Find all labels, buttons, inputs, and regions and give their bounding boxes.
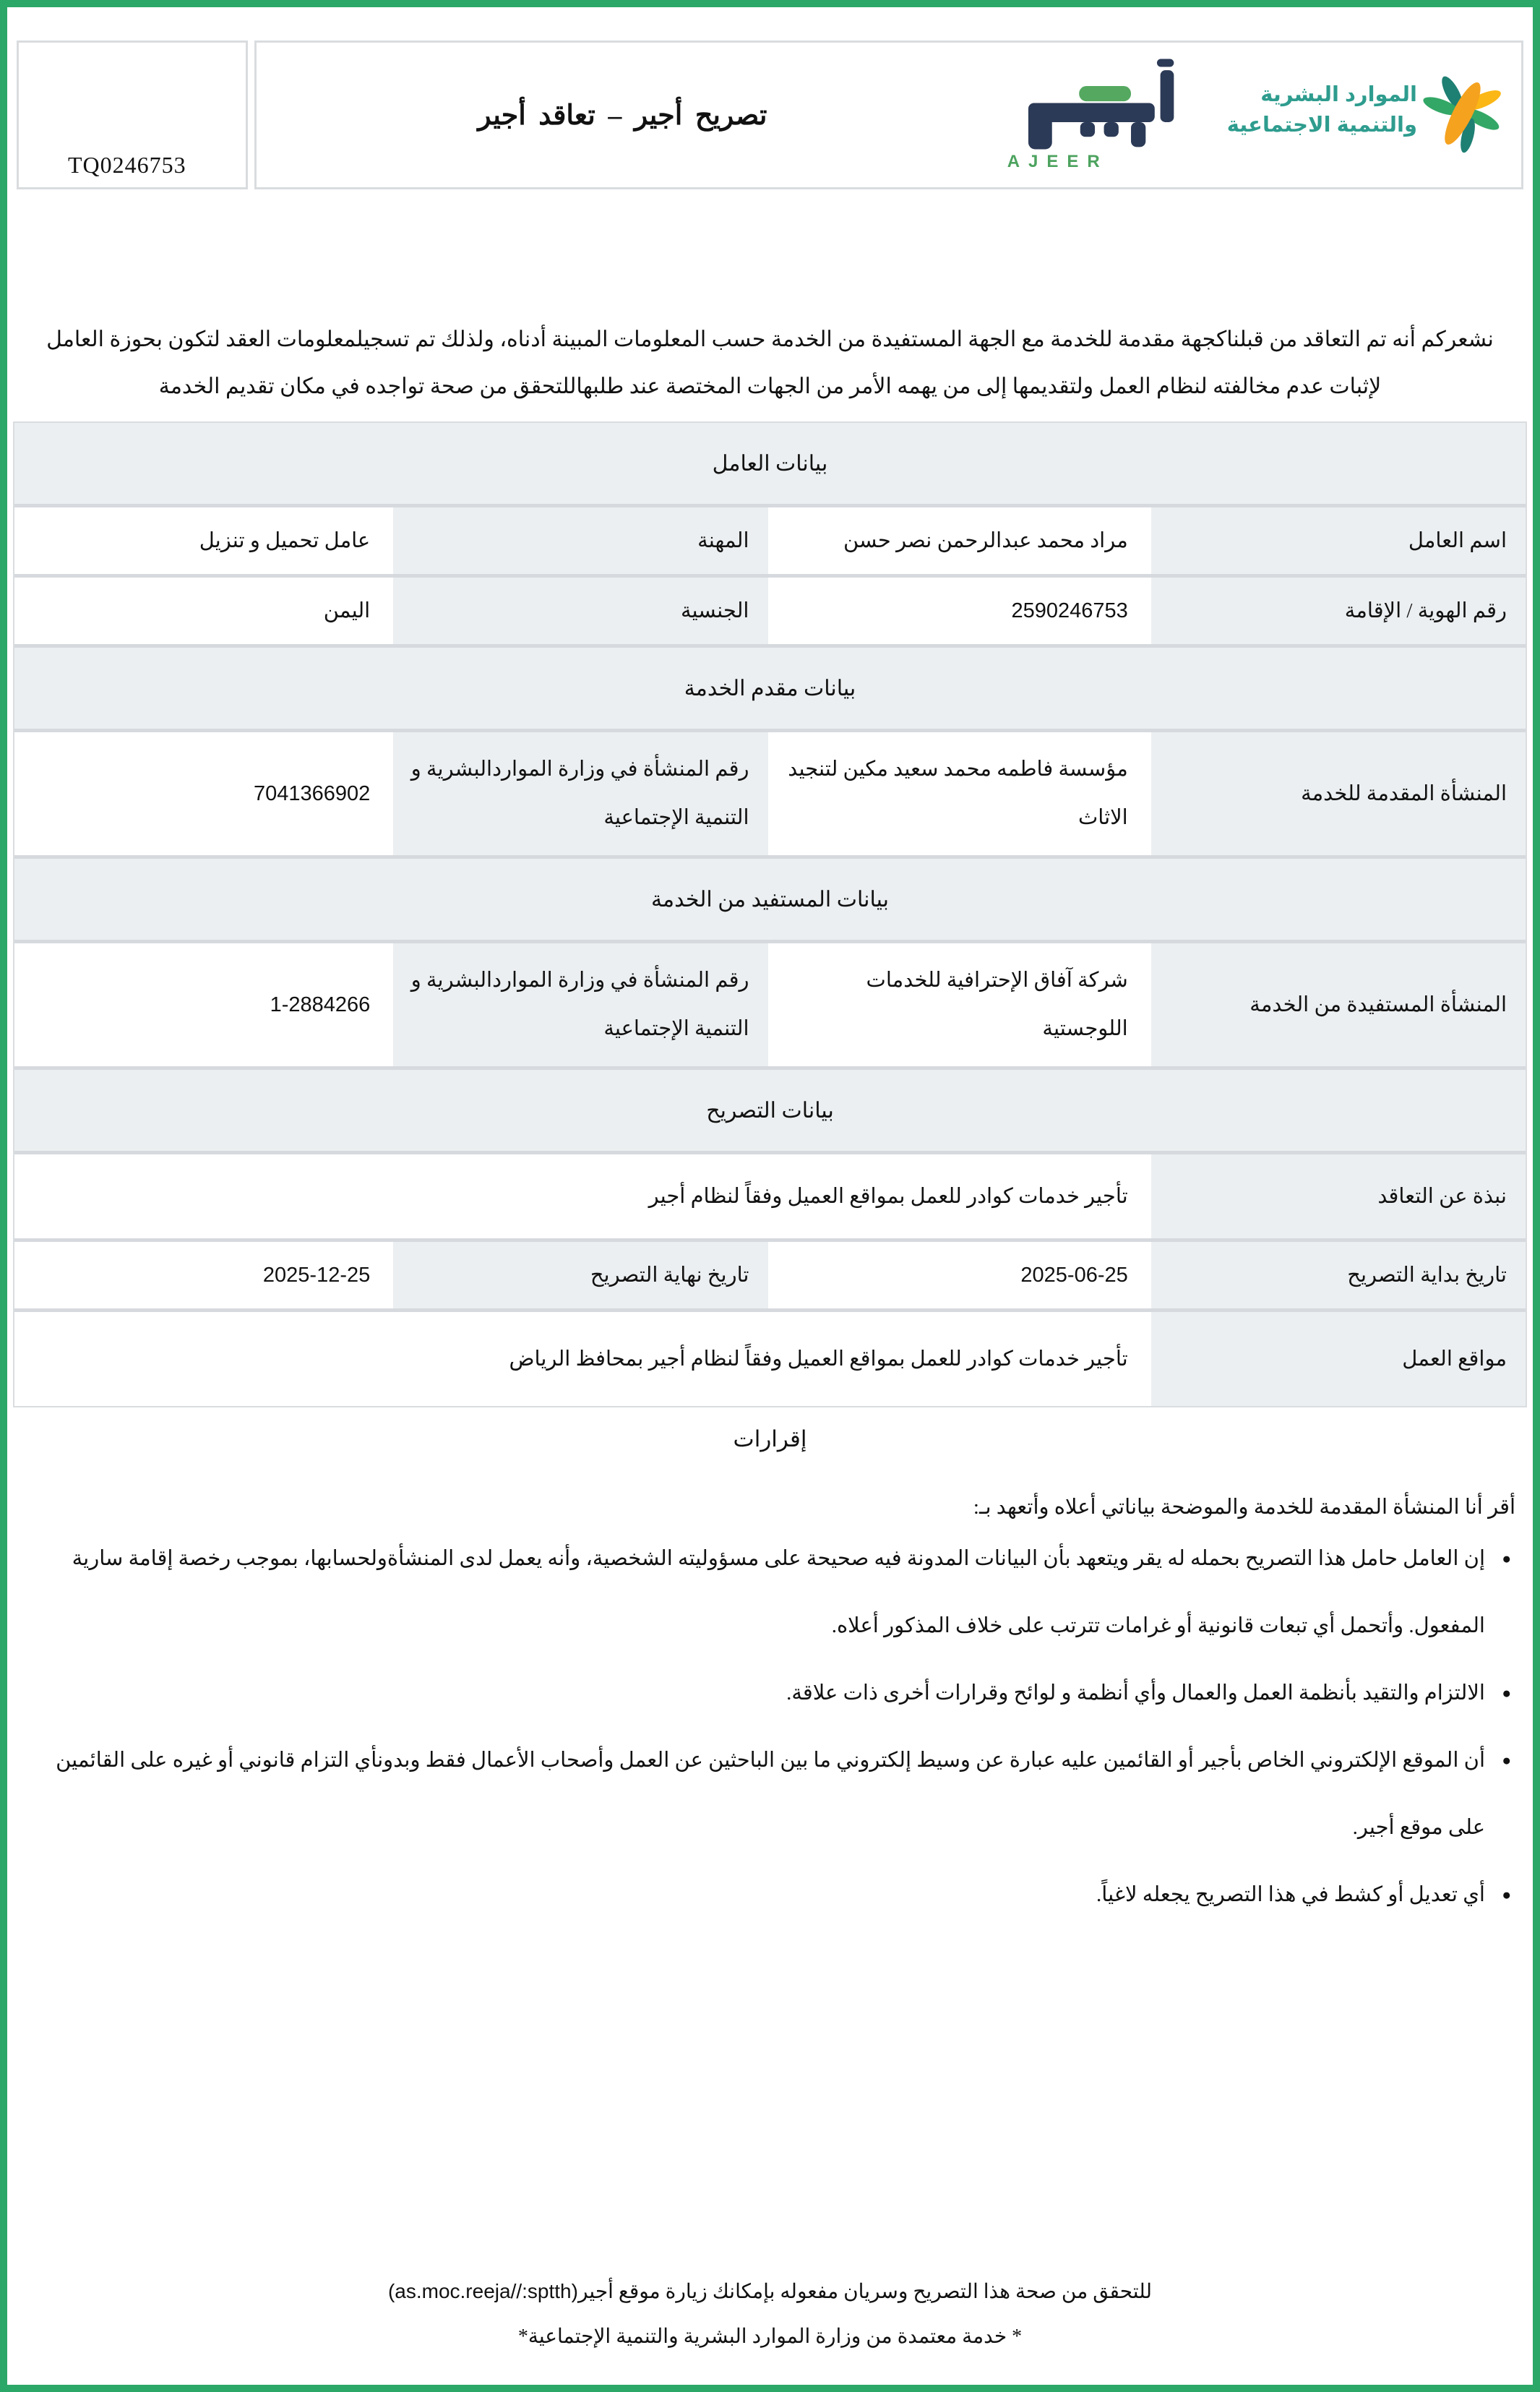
- ajeer-logo-latin: AJEER: [1007, 152, 1109, 171]
- declaration-item: [7, 1660, 1533, 1727]
- section-header-permit: [14, 1066, 1526, 1151]
- declaration-item: [7, 1861, 1533, 1929]
- work-locations-value: تأجير خدمات كوادر للعمل بمواقع العميل وفقاً لنظام أجير بمحافظ الرياض: [509, 1347, 1128, 1371]
- declaration-item: [7, 1727, 1533, 1861]
- declaration-item-text: الالتزام والتقيد بأنظمة العمل والعمال وأي أنظمة و لوائح وقرارات أخرى ذات علاقة.: [786, 1681, 1485, 1705]
- contract-summary-label: نبذة عن التعاقد: [1377, 1184, 1507, 1208]
- work-locations-label: مواقع العمل: [1402, 1347, 1507, 1371]
- section-header-provider: [14, 644, 1526, 729]
- provider-name-value: مؤسسة فاطمه محمد سعيد مكين لتنجيد الاثاث: [788, 758, 1128, 829]
- provider-number-label: رقم المنشأة في وزارة المواردالبشرية و التنمية الإجتماعية: [410, 758, 749, 829]
- beneficiary-number-value: 1-2884266: [270, 993, 371, 1016]
- document-footer: [7, 2279, 1533, 2385]
- beneficiary-number-label: رقم المنشأة في وزارة المواردالبشرية و التنمية الإجتماعية: [410, 969, 749, 1040]
- bullet-icon: ●: [1502, 1886, 1511, 1903]
- bullet-icon: ●: [1502, 1752, 1511, 1769]
- ministry-wordmark-line2: والتنمية الاجتماعية: [1226, 113, 1417, 137]
- table-row-beneficiary: [14, 940, 1526, 1066]
- beneficiary-name-value: شركة آفاق الإحترافية للخدمات اللوجستية: [866, 969, 1128, 1040]
- ministry-wordmark: [1227, 80, 1417, 140]
- verification-line: [7, 2279, 1533, 2304]
- contract-summary-value: تأجير خدمات كوادر للعمل بمواقع العميل وفقاً لنظام أجير: [648, 1184, 1128, 1208]
- doc-number: TQ0246753: [68, 152, 186, 178]
- worker-name-label: اسم العامل: [1408, 528, 1507, 552]
- worker-id-value: 2590246753: [1011, 599, 1128, 622]
- declaration-item: [7, 1525, 1533, 1660]
- page-title: تصريح أجير – تعاقد أجير: [478, 100, 767, 131]
- worker-nationality-label: الجنسية: [680, 599, 749, 622]
- ministry-emblem-icon: [1421, 61, 1510, 169]
- worker-nationality-value: اليمن: [323, 599, 371, 622]
- verification-url: (as.moc.reeja//:sptth): [387, 2280, 578, 2302]
- title-wrap: [257, 99, 989, 132]
- doc-number-box: [17, 40, 248, 189]
- declarations-intro: أقر أنا المنشأة المقدمة للخدمة والموضحة بياناتي أعلاه وأتعهد بـ:: [973, 1496, 1515, 1519]
- document-header: [17, 40, 1523, 189]
- title-logos-box: [254, 40, 1523, 189]
- declaration-item-text: أن الموقع الإلكتروني الخاص بأجير أو القائمين عليه عبارة عن وسيط إلكتروني ما بين الباحثين عن العمل وأصحاب الأعمال فقط وبدونأي التزام قانوني أو غيره على القائمين على موقع أجير.: [56, 1749, 1485, 1839]
- table-row-provider: [14, 729, 1526, 855]
- beneficiary-name-label: المنشأة المستفيدة من الخدمة: [1249, 993, 1507, 1016]
- table-row-work-locations: [14, 1308, 1526, 1406]
- worker-profession-label: المهنة: [697, 528, 749, 552]
- ajeer-logo: [994, 58, 1211, 172]
- table-row-worker-id: [14, 574, 1526, 644]
- bullet-icon: ●: [1502, 1684, 1511, 1702]
- worker-name-value: مراد محمد عبدالرحمن نصر حسن: [843, 528, 1128, 552]
- beneficiary-section-title: بيانات المستفيد من الخدمة: [650, 887, 890, 912]
- verification-text: للتحقق من صحة هذا التصريح وسريان مفعوله بإمكانك زيارة موقع أجير: [577, 2281, 1153, 2303]
- permit-start-date-label: تاريخ بداية التصريح: [1347, 1263, 1507, 1287]
- declarations-title: إقرارات: [733, 1426, 807, 1452]
- ministry-wordmark-line1: الموارد البشرية: [1260, 82, 1417, 106]
- permit-start-date-value: 2025-06-25: [1020, 1263, 1128, 1287]
- declaration-item-text: إن العامل حامل هذا التصريح بحمله له يقر ويتعهد بأن البيانات المدونة فيه صحيحة على مسؤوليته الشخصية، وأنه يعمل لدى المنشأةولحسابها، بموجب رخصة إقامة سارية المفعول. وأتحمل أي تبعات قانونية أو غرامات تترتب على خلاف المذكور أعلاه.: [72, 1547, 1485, 1637]
- permit-end-date-value: 2025-12-25: [262, 1263, 371, 1287]
- worker-profession-value: عامل تحميل و تنزيل: [199, 528, 371, 552]
- section-header-worker: [14, 423, 1526, 504]
- provider-name-label: المنشأة المقدمة للخدمة: [1301, 781, 1507, 805]
- declarations-list: [7, 1525, 1533, 1929]
- table-row-contract-summary: [14, 1151, 1526, 1238]
- worker-id-label: رقم الهوية / الإقامة: [1344, 599, 1507, 622]
- provider-section-title: بيانات مقدم الخدمة: [684, 676, 856, 700]
- permit-section-title: بيانات التصريح: [706, 1098, 834, 1123]
- worker-section-title: بيانات العامل: [712, 451, 828, 476]
- section-header-beneficiary: [14, 855, 1526, 940]
- ajeer-logo-icon: [1012, 58, 1193, 150]
- permit-data-table: [13, 421, 1527, 1407]
- bullet-icon: ●: [1502, 1550, 1511, 1567]
- provider-number-value: 7041366902: [253, 781, 371, 805]
- table-row-worker-name: [14, 504, 1526, 574]
- intro-paragraph: نشعركم أنه تم التعاقد من قبلناكجهة مقدمة للخدمة مع الجهة المستفيدة من الخدمة حسب المعلومات المبينة أدناه، ولذلك تم تسجيلمعلومات العقد لتكون بحوزة العامل لإثبات عدم مخالفته لنظام العمل ولتقديمها إلى من يهمه الأمر من الجهات المختصة عند طلبهاللتحقق من صحة تواجده في مكان تقديم الخدمة: [46, 327, 1494, 398]
- table-row-permit-dates: [14, 1238, 1526, 1308]
- declaration-item-text: أي تعديل أو كشط في هذا التصريح يجعله لاغياً.: [1096, 1883, 1485, 1906]
- permit-end-date-label: تاريخ نهاية التصريح: [590, 1263, 749, 1287]
- certified-line: * خدمة معتمدة من وزارة الموارد البشرية والتنمية الإجتماعية*: [517, 2325, 1023, 2348]
